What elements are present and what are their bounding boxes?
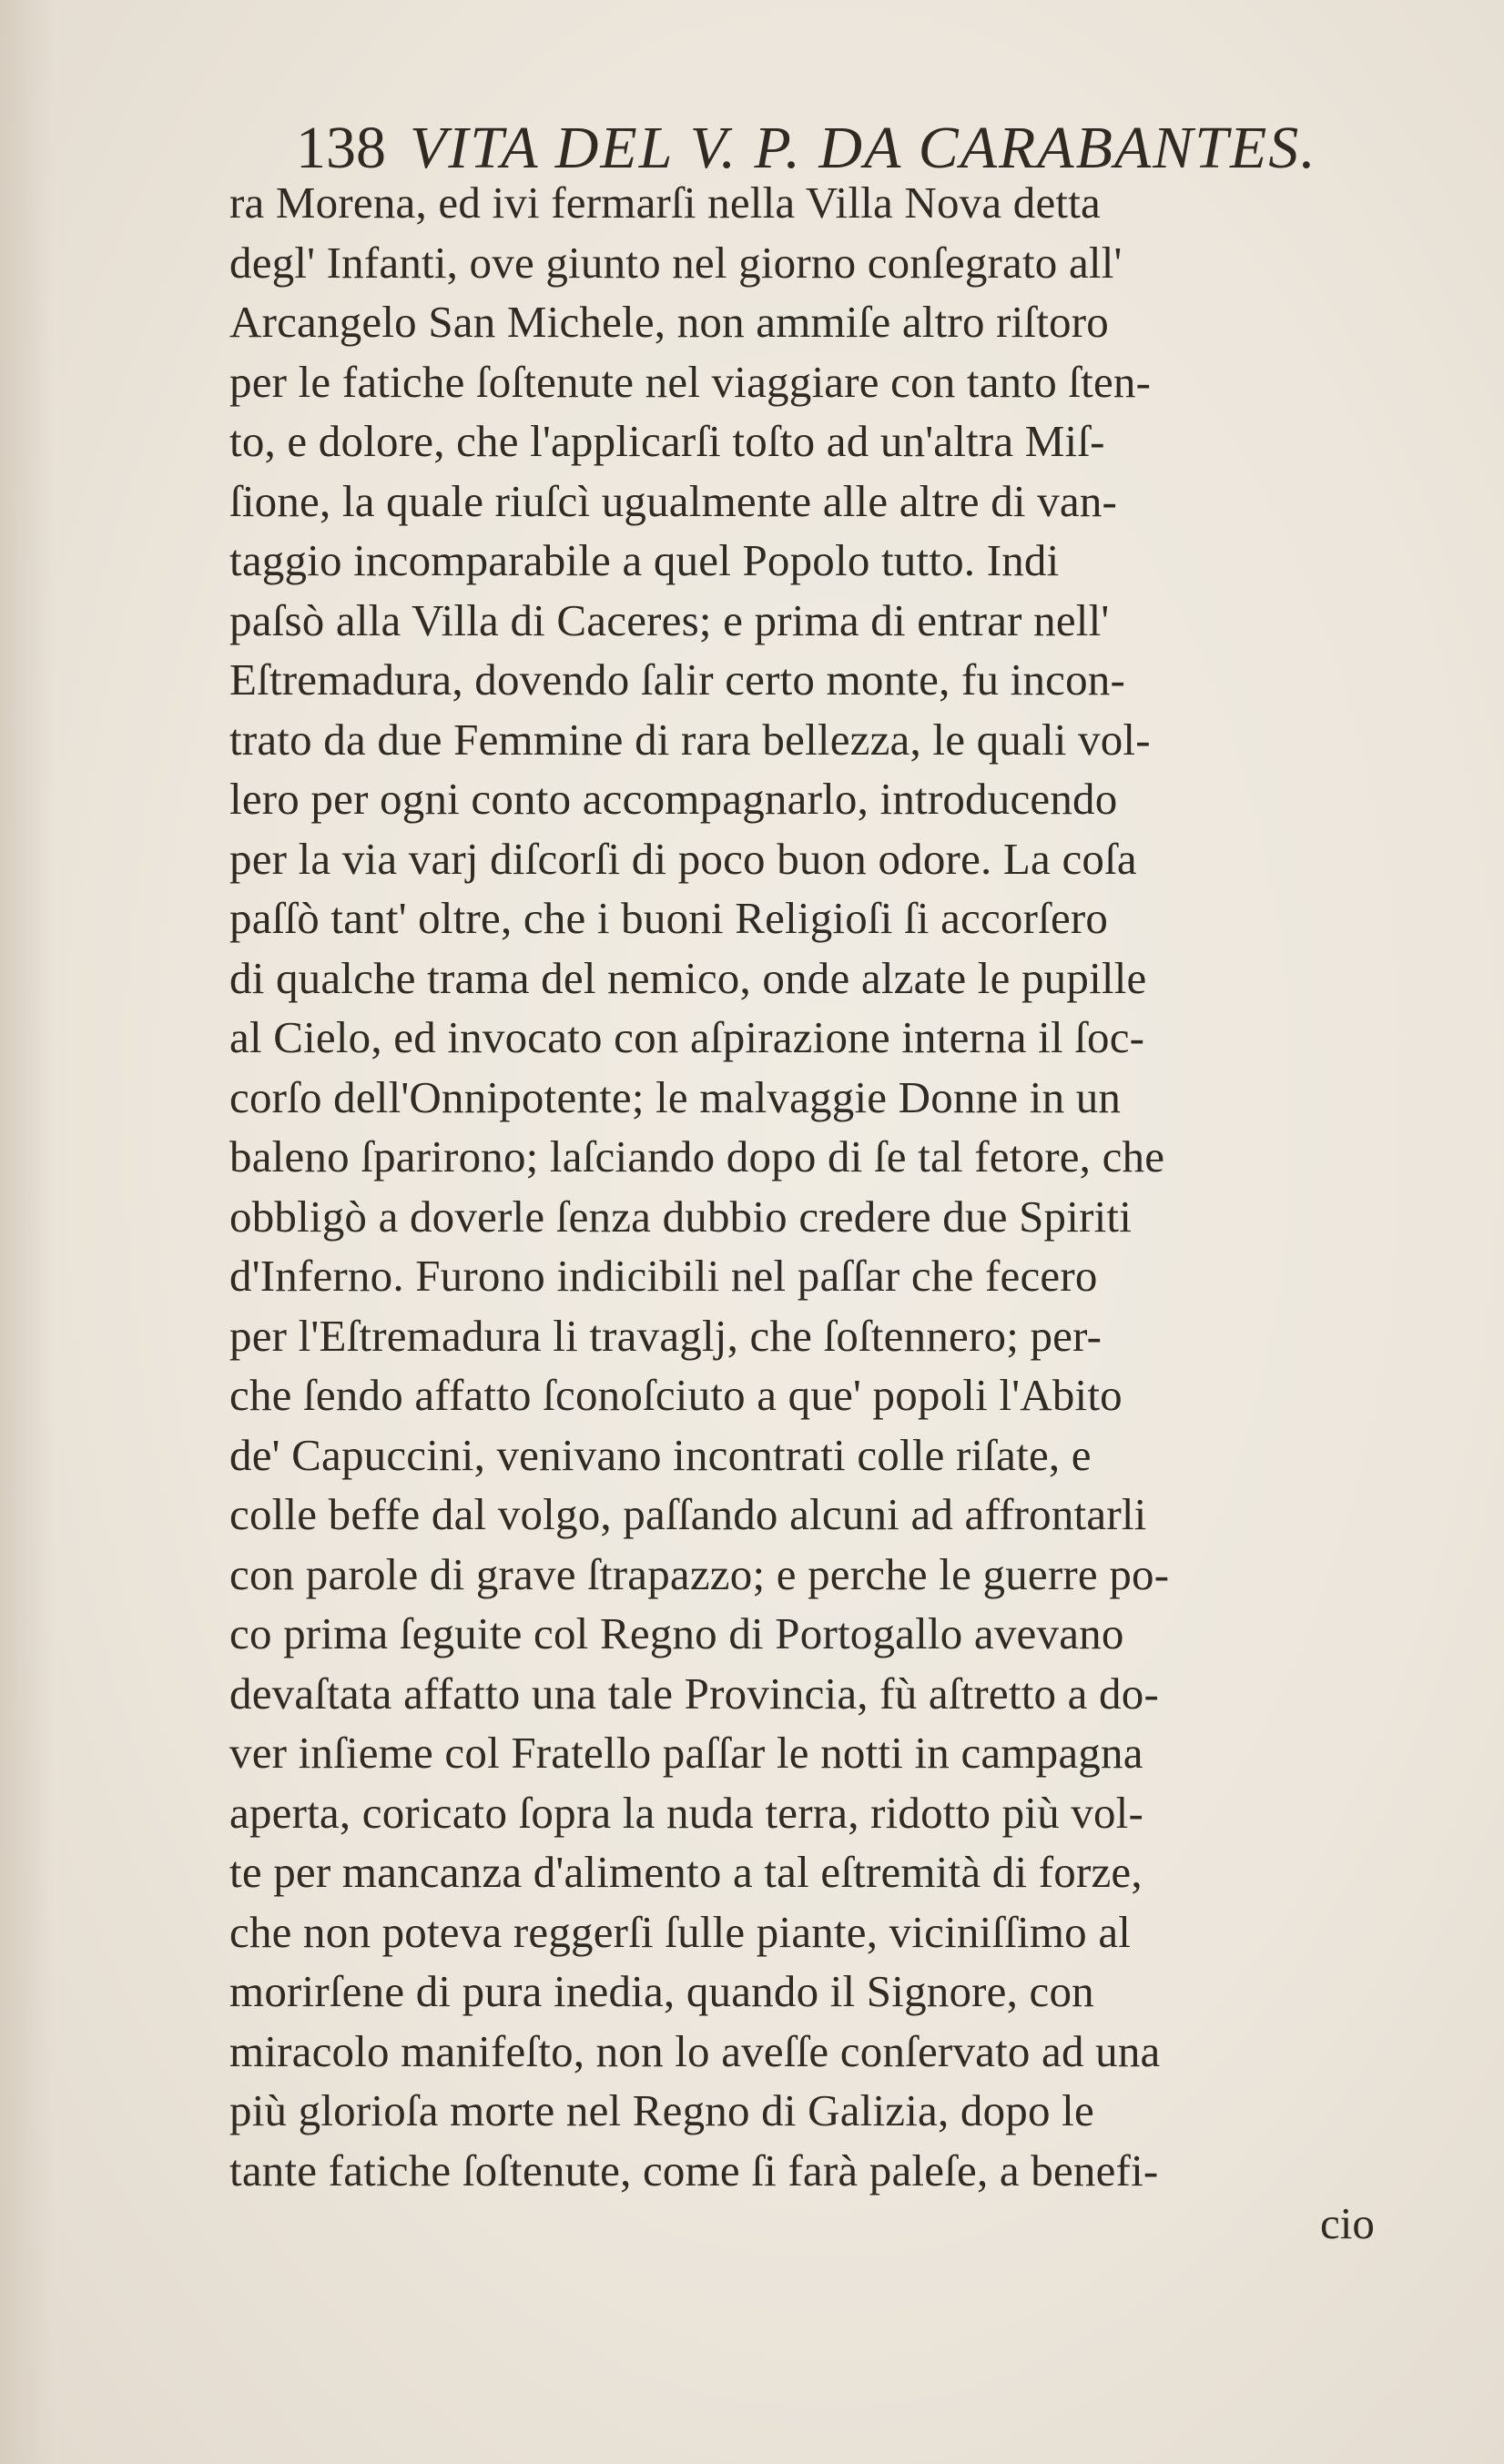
text-line: Arcangelo San Michele, non ammiſe altro riſtoro <box>229 297 1109 347</box>
text-line: degl' Infanti, ove giunto nel giorno conſegrato all' <box>229 237 1123 288</box>
text-line: d'Inferno. Furono indicibili nel paſſar che fecero <box>229 1251 1098 1301</box>
text-line: ver inſieme col Fratello paſſar le notti in campagna <box>229 1728 1143 1778</box>
text-line: baleno ſparirono; laſciando dopo di ſe tal fetore, che <box>229 1131 1165 1181</box>
text-line: lero per ogni conto accompagnarlo, introducendo <box>229 774 1118 824</box>
text-line: colle beffe dal volgo, paſſando alcuni ad affrontarli <box>229 1489 1147 1539</box>
running-title: VITA DEL V. P. DA CARABANTES. <box>410 115 1317 181</box>
text-line: de' Capuccini, venivano incontrati colle riſate, e <box>229 1429 1092 1480</box>
text-line: ra Morena, ed ivi fermarſi nella Villa Nova detta <box>229 177 1101 228</box>
text-line: che non poteva reggerſi ſulle piante, viciniſſimo al <box>229 1906 1132 1957</box>
page-number: 138 <box>296 115 386 181</box>
text-line: to, e dolore, che l'applicarſi toſto ad un'altra Miſ- <box>229 416 1105 466</box>
text-line: che ſendo affatto ſconoſciuto a que' popoli l'Abito <box>229 1370 1123 1420</box>
text-line: miracolo manifeſto, non lo aveſſe conſervato ad una <box>229 2025 1161 2076</box>
text-line: paſſò tant' oltre, che i buoni Religioſi ſi accorſero <box>229 893 1109 943</box>
catchword: cio <box>1320 2198 1375 2248</box>
text-line: più glorioſa morte nel Regno di Galizia, dopo le <box>229 2085 1094 2135</box>
text-line: di qualche trama del nemico, onde alzate le pupille <box>229 952 1147 1003</box>
text-line: aperta, coricato ſopra la nuda terra, ridotto più vol- <box>229 1787 1144 1838</box>
text-line: per la via varj diſcorſi di poco buon odore. La coſa <box>229 833 1137 884</box>
text-line: trato da due Femmine di rara bellezza, le quali vol- <box>229 714 1151 765</box>
text-line: ſione, la quale riuſcì ugualmente alle altre di van- <box>229 475 1118 526</box>
text-line: Eſtremadura, dovendo ſalir certo monte, fu incon- <box>229 654 1126 705</box>
text-line: al Cielo, ed invocato con aſpirazione interna il ſoc- <box>229 1012 1145 1062</box>
text-line: te per mancanza d'alimento a tal eſtremità di forze, <box>229 1847 1143 1897</box>
text-line: co prima ſeguite col Regno di Portogallo avevano <box>229 1608 1124 1658</box>
text-line: morirſene di pura inedia, quando il Signore, con <box>229 1966 1094 2016</box>
text-line: taggio incomparabile a quel Popolo tutto. Indi <box>229 535 1060 585</box>
gutter-shadow <box>0 0 55 2464</box>
text-line: obbligò a doverle ſenza dubbio credere due Spiriti <box>229 1191 1133 1242</box>
text-line: paſsò alla Villa di Caceres; e prima di entrar nell' <box>229 594 1110 645</box>
body-text <box>229 173 1504 2200</box>
text-line: con parole di grave ſtrapazzo; e perche le guerre po- <box>229 1548 1170 1599</box>
text-line: per l'Eſtremadura li travaglj, che ſoſtennero; per- <box>229 1310 1103 1361</box>
text-line: devaſtata affatto una tale Provincia, fù aſtretto a do- <box>229 1668 1159 1719</box>
text-line: tante fatiche ſoſtenute, come ſi farà paleſe, a benefi- <box>229 2145 1159 2195</box>
text-line: per le fatiche ſoſtenute nel viaggiare con tanto ſten- <box>229 356 1152 407</box>
text-line: corſo dell'Onnipotente; le malvaggie Donne in un <box>229 1071 1122 1122</box>
